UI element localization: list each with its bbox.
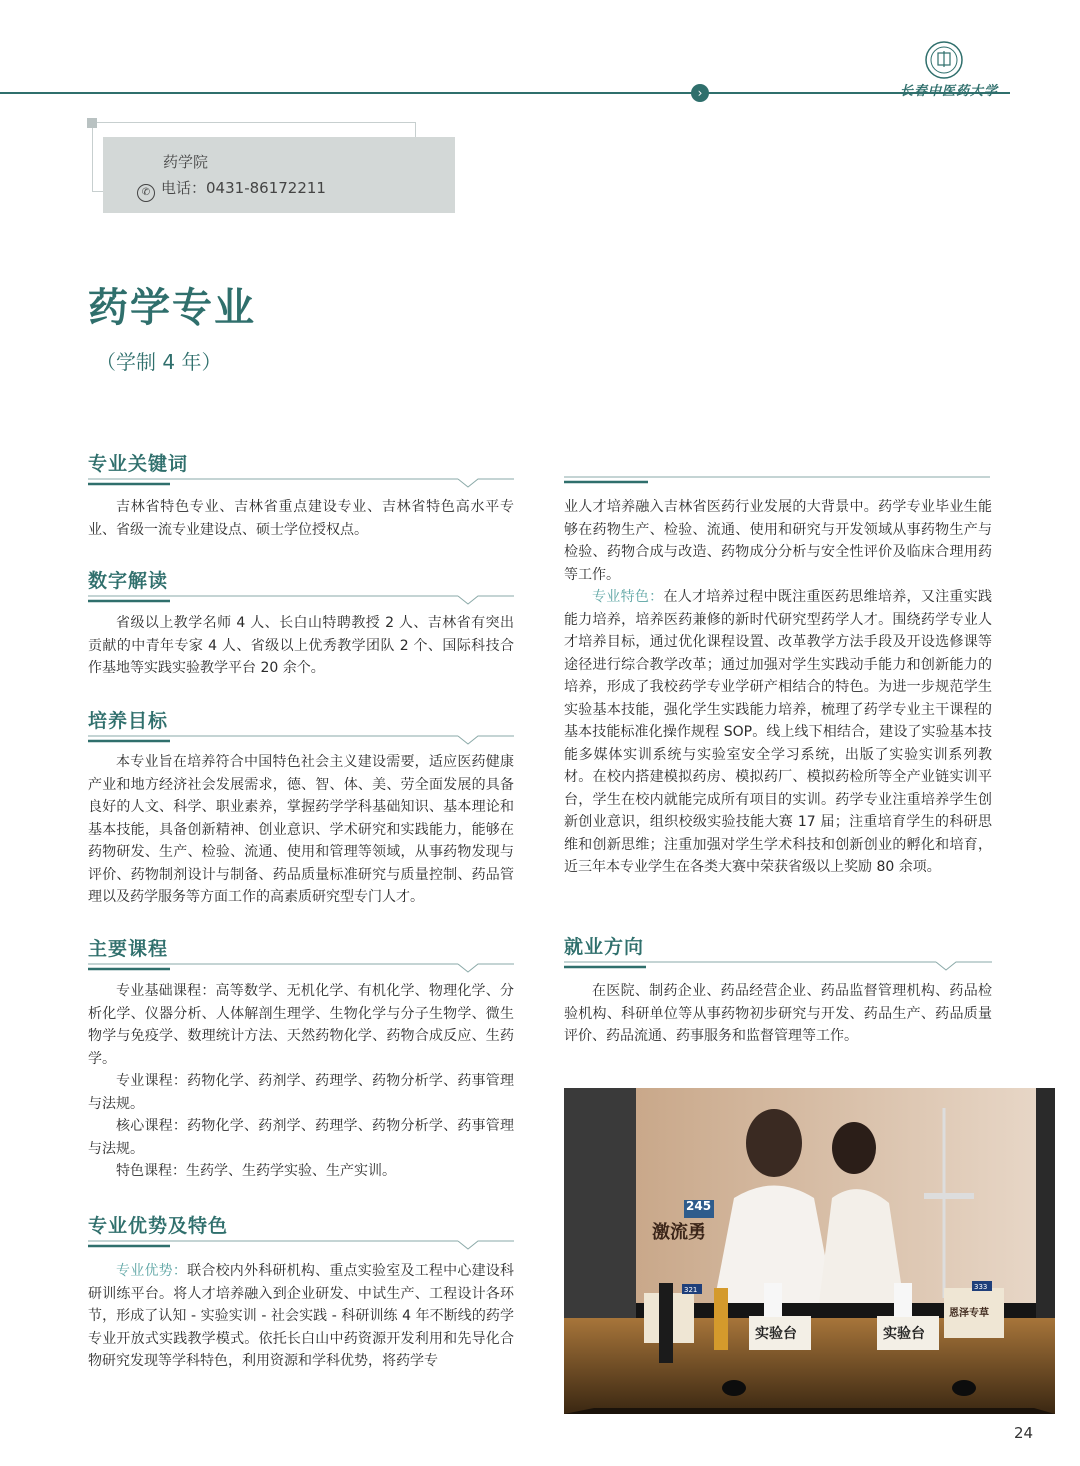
section-heading-goal: 培养目标 — [88, 710, 169, 732]
advantages-text-cont — [564, 496, 992, 879]
photo-banner-right: 恩泽专草 — [949, 1308, 989, 1319]
advantages-text — [88, 1260, 514, 1373]
page-subtitle: （学制 4 年） — [96, 350, 222, 374]
page-number: 24 — [1014, 1424, 1034, 1442]
keywords-paragraph: 吉林省特色专业、吉林省重点建设专业、吉林省特色高水平专业、省级一流专业建设点、硕士学位授权点。 — [88, 499, 514, 538]
feature-text: 在人才培养过程中既注重医药思维培养，又注重实践能力培养，培养医药兼修的新时代研究型药学人才。围绕药学专业人才培养目标，通过优化课程设置、改革教学方法手段及开设选修课等途径进行综合教学改革；通过加强对学生实践动手能力和创新能力的培养，形成了我校药学专业学研产相结合的特色。为进一步规范学生实验基本技能，强化学生实践能力培养，梳理了药学专业主干课程的基本技能标准化操作规程 SOP。线上线下相结合，建设了实验基本技能多媒体实训系统与实验室安全学习系统，出版了实验实训系列教材。在校内搭建模拟药房、模拟药厂、模拟药检所等全产业链实训平台，学生在校内就能完成所有项目的实训。药学专业注重培养学生创新创业意识，组织校级实验技能大赛 17 届；注重培育学生的科研思维和创新思维；注重加强对学生学术科技和创新创业的孵化和培育，近三年本专业学生在各类大赛中荣获省级以上奖励 80 余项。 — [564, 589, 993, 875]
section-heading-keywords: 专业关键词 — [88, 453, 189, 475]
phone-icon: ✆ — [137, 184, 155, 202]
competition-photo — [564, 1088, 1055, 1414]
careers-text — [564, 980, 992, 1048]
photo-banner-left: 激流勇 — [652, 1222, 706, 1243]
course-major: 专业课程：药物化学、药剂学、药理学、药物分析学、药事管理与法规。 — [88, 1073, 514, 1112]
photo-number-1: 245 — [686, 1199, 712, 1213]
careers-paragraph: 在医院、制药企业、药品经营企业、药品监督管理机构、药品检验机构、科研单位等从事药物初步研究与开发、药品生产、药品质量评价、药品流通、药事服务和监督管理等工作。 — [564, 983, 992, 1044]
feature-paragraph — [564, 586, 992, 879]
chevron-right-icon: › — [691, 84, 709, 102]
university-seal-icon — [924, 40, 964, 80]
section-rule — [564, 470, 990, 488]
advantage-label: 专业优势： — [116, 1263, 188, 1279]
contact-phone-line — [137, 177, 326, 202]
section-heading-courses: 主要课程 — [88, 938, 169, 960]
photo-number-2: 321 — [684, 1286, 698, 1294]
section-rule — [88, 589, 514, 607]
photo-number-3: 333 — [974, 1283, 988, 1291]
section-rule — [564, 955, 992, 973]
advantage-paragraph — [88, 1260, 514, 1373]
numbers-paragraph: 省级以上教学名师 4 人、长白山特聘教授 2 人、吉林省有突出贡献的中青年专家 4 人、省级以上优秀教学团队 2 个、国际科技合作基地等实践实验教学平台 20 余个。 — [88, 615, 514, 676]
contact-box-corner — [87, 118, 97, 128]
college-name: 药学院 — [163, 153, 209, 171]
university-name: 长春中医药大学 — [900, 84, 999, 99]
numbers-text — [88, 612, 514, 680]
section-heading-numbers: 数字解读 — [88, 570, 169, 592]
section-rule — [88, 1234, 514, 1252]
course-special: 特色课程：生药学、生药学实验、生产实训。 — [116, 1163, 396, 1179]
photo-table-sign-1: 实验台 — [755, 1326, 797, 1342]
phone-number: 0431-86172211 — [206, 179, 326, 197]
keywords-text — [88, 496, 514, 541]
contact-box — [103, 137, 455, 213]
section-rule — [88, 729, 514, 747]
page-title: 药学专业 — [88, 285, 256, 331]
course-core: 核心课程：药物化学、药剂学、药理学、药物分析学、药事管理与法规。 — [88, 1118, 514, 1157]
section-heading-careers: 就业方向 — [564, 936, 645, 958]
advantage-continuation: 业人才培养融入吉林省医药行业发展的大背景中。药学专业毕业生能够在药物生产、检验、流通、使用和研究与开发领域从事药物生产与检验、药物合成与改造、药物成分分析与安全性评价及临床合理用药等工作。 — [564, 499, 992, 583]
section-heading-advantages: 专业优势及特色 — [88, 1215, 229, 1237]
photo-table-sign-2: 实验台 — [883, 1326, 925, 1342]
phone-label: 电话： — [161, 179, 207, 197]
course-basic: 专业基础课程：高等数学、无机化学、有机化学、物理化学、分析化学、仪器分析、人体解剖生理学、生物化学与分子生物学、微生物学与免疫学、数理统计方法、天然药物化学、药物合成反应、生药学。 — [88, 983, 514, 1067]
section-rule — [88, 472, 514, 490]
goal-text — [88, 751, 514, 909]
advantage-text: 联合校内外科研机构、重点实验室及工程中心建设科研训练平台。将人才培养融入到企业研发、中试生产、工程设计各环节，形成了认知 - 实验实训 - 社会实践 - 科研训练 4 年不断线的药学专业开放式实践教学模式。依托长白山中药资源开发利用和先导化合物研究发现等学科特色，利用资源和学科优势，将药学专 — [88, 1263, 515, 1369]
courses-text — [88, 980, 514, 1183]
feature-label: 专业特色： — [592, 589, 664, 605]
header-rule — [0, 92, 1010, 94]
section-rule — [88, 957, 514, 975]
goal-paragraph: 本专业旨在培养符合中国特色社会主义建设需要，适应医药健康产业和地方经济社会发展需求，德、智、体、美、劳全面发展的具备良好的人文、科学、职业素养，掌握药学学科基础知识、基本理论和基本技能，具备创新精神、创业意识、学术研究和实践能力，能够在药物研发、生产、检验、流通、使用和管理等领域，从事药物发现与评价、药物制剂设计与制备、药品质量标准研究与质量控制、药品管理以及药学服务等方面工作的高素质研究型专门人才。 — [88, 754, 514, 905]
